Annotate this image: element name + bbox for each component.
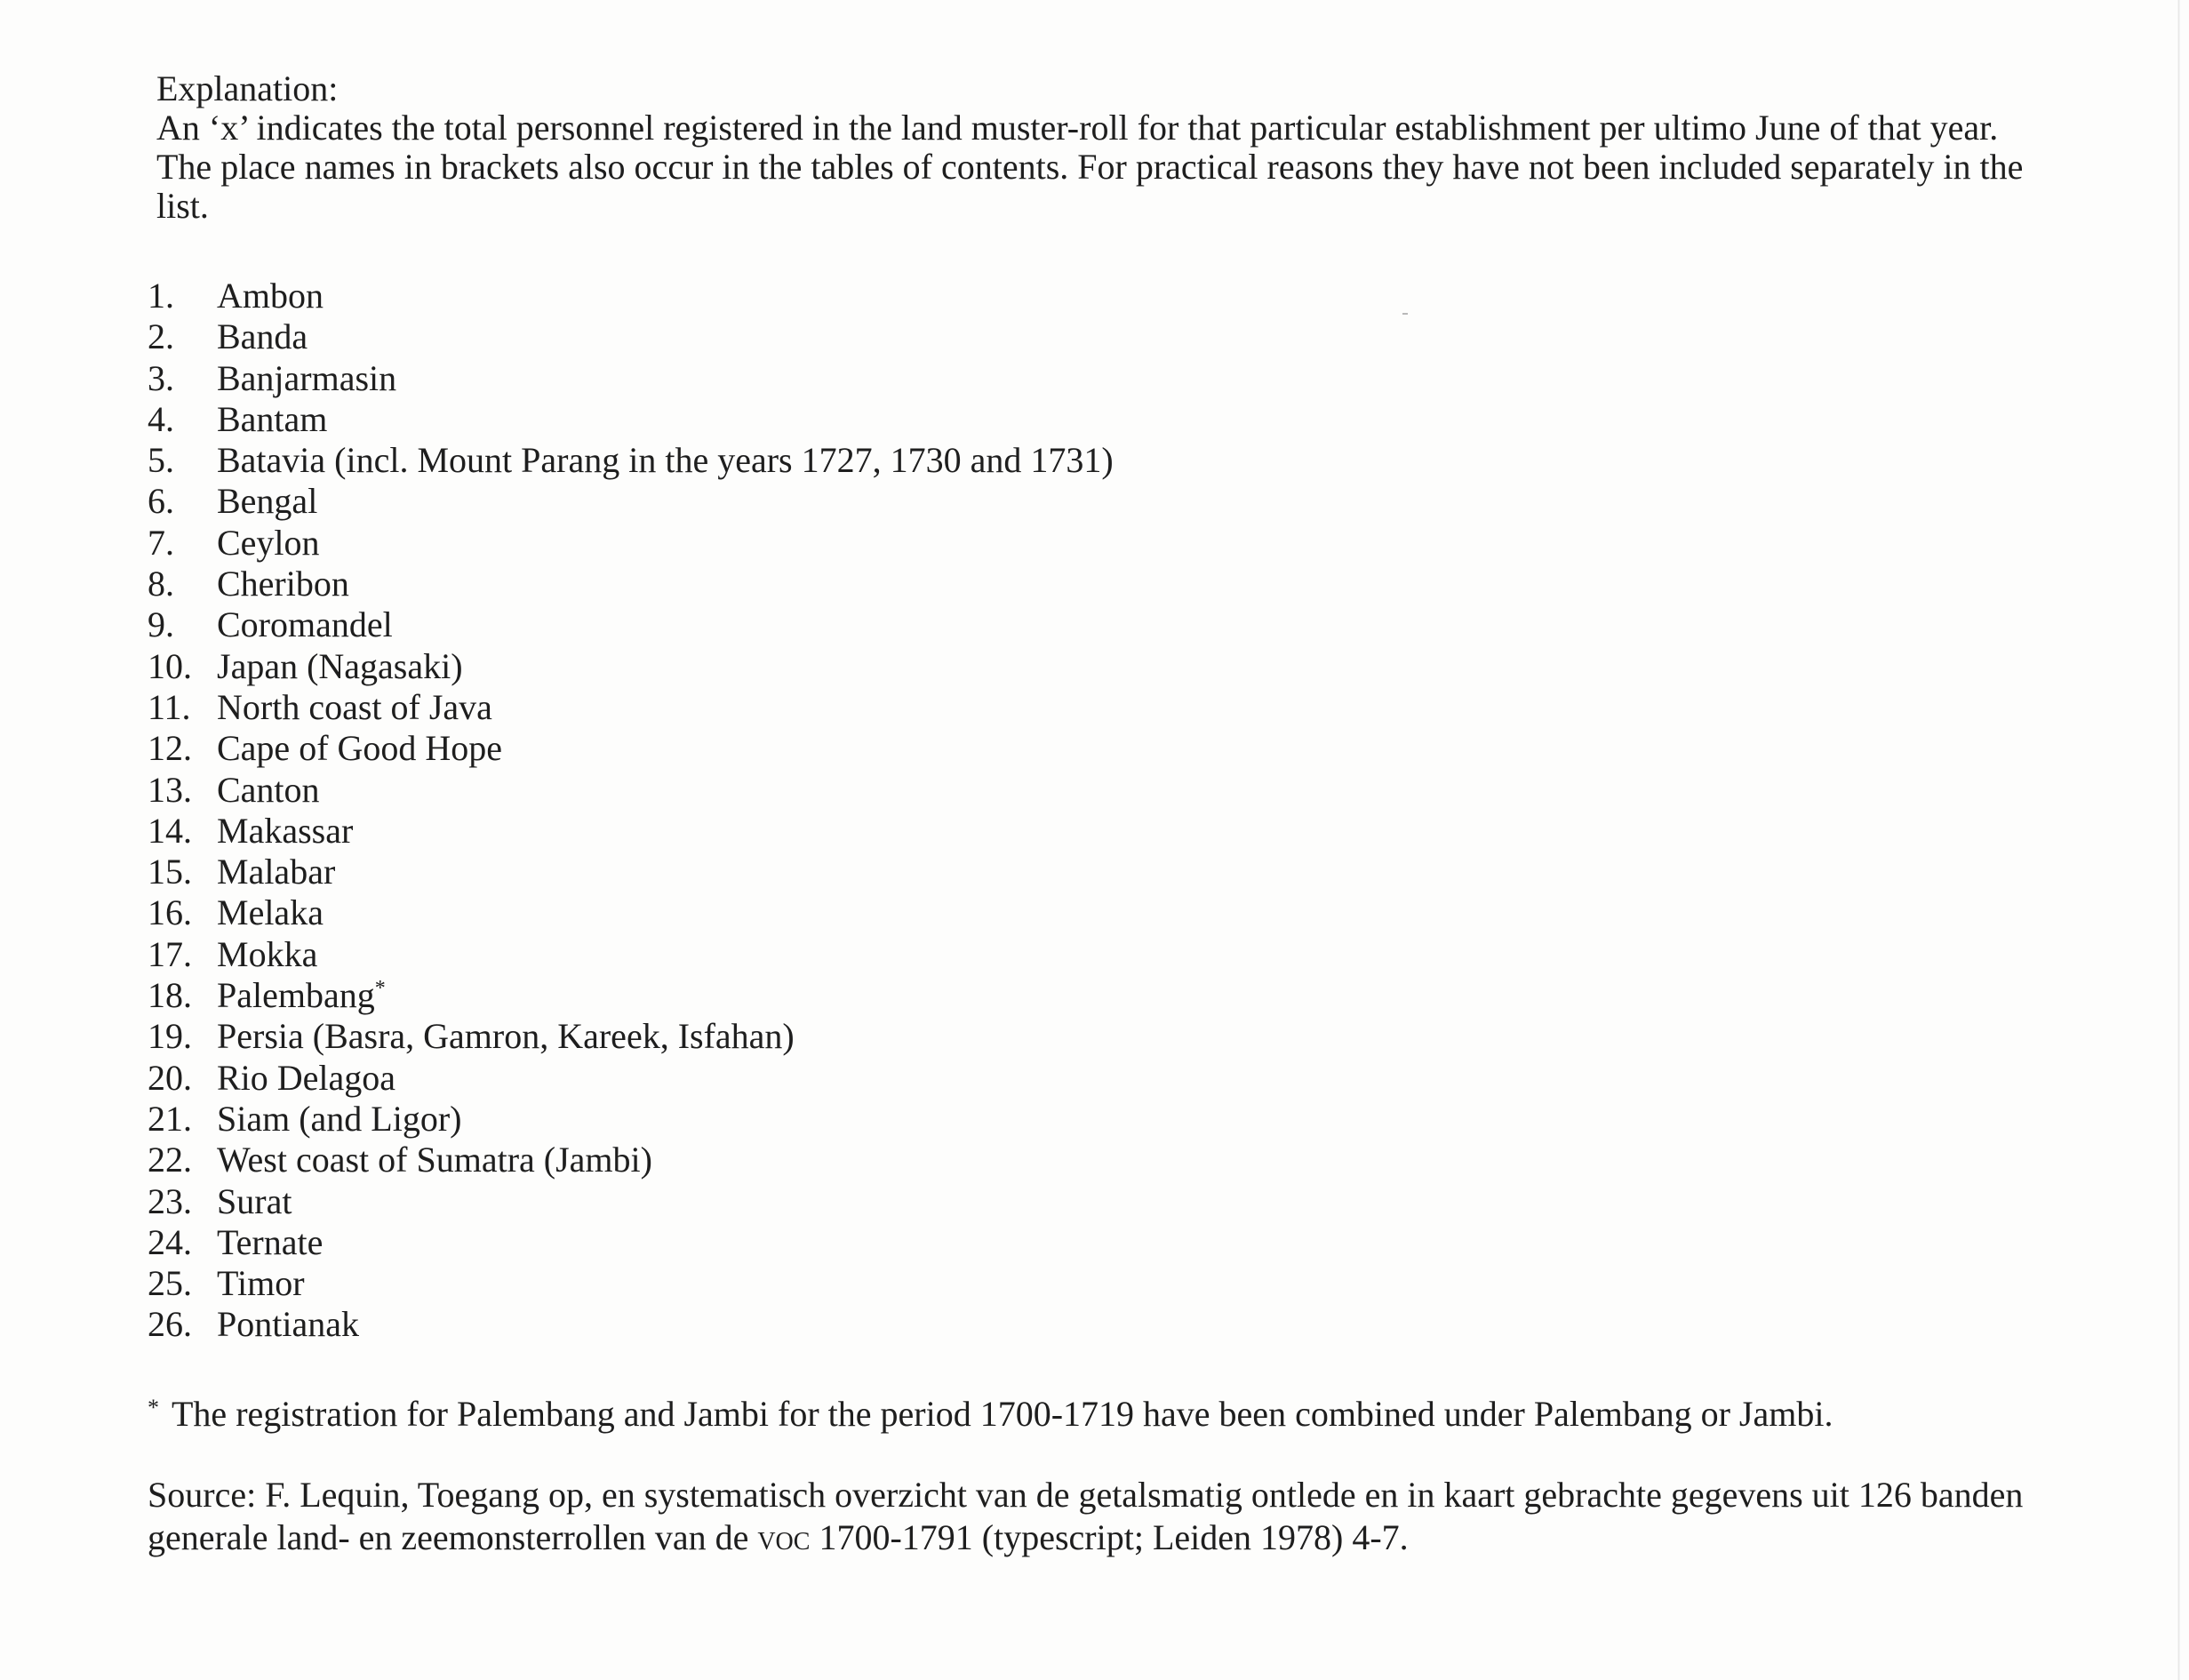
list-item [148, 481, 1114, 522]
source-text-end: 1700-1791 (typescript; Leiden 1978) 4-7. [810, 1517, 1409, 1557]
list-item [148, 852, 1114, 892]
item-number: 7. [148, 522, 174, 563]
explanation-block [156, 69, 2041, 226]
footnote-text: The registration for Palembang and Jambi for the period 1700-1719 have been combined under Palembang or Jambi. [172, 1394, 1833, 1434]
item-name: Bantam [217, 398, 328, 439]
list-item [148, 934, 1114, 975]
item-number: 9. [148, 604, 174, 645]
item-name: Coromandel [217, 604, 393, 645]
list-item [148, 1058, 1114, 1099]
item-number: 14. [148, 810, 192, 851]
item-number: 21. [148, 1098, 192, 1139]
item-number: 25. [148, 1263, 192, 1304]
item-number: 15. [148, 852, 192, 892]
list-item [148, 1099, 1114, 1140]
item-number: 17. [148, 933, 192, 974]
item-name: Surat [217, 1180, 292, 1221]
item-number: 19. [148, 1016, 192, 1057]
page-edge-shadow [2177, 0, 2180, 1680]
list-item [148, 316, 1114, 357]
item-name: Persia (Basra, Gamron, Kareek, Isfahan) [217, 1016, 795, 1057]
source-text-start: Source: F. Lequin, Toegang op, en systematisch overzicht van de getalsmatig ontlede en in kaart gebrachte gegevens uit 126 banden generale land- en zeemonsterrollen van de [148, 1475, 2024, 1557]
item-name: Rio Delagoa [217, 1057, 396, 1098]
item-name: Banda [217, 316, 308, 357]
item-name: Melaka [217, 892, 324, 933]
item-name: West coast of Sumatra (Jambi) [217, 1140, 652, 1180]
list-item [148, 1181, 1114, 1222]
item-name: Ternate [217, 1221, 324, 1262]
explanation-heading: Explanation: [156, 68, 339, 108]
source-abbreviation: voc [757, 1517, 811, 1557]
item-number: 18. [148, 975, 192, 1016]
item-name: Pontianak [217, 1304, 359, 1345]
list-item [148, 1222, 1114, 1263]
item-number: 5. [148, 440, 174, 481]
item-name: Cheribon [217, 564, 349, 604]
list-item [148, 604, 1114, 645]
item-number: 1. [148, 276, 174, 316]
item-number: 12. [148, 728, 192, 769]
paper-speck [1402, 313, 1408, 315]
item-number: 23. [148, 1180, 192, 1221]
establishment-list [148, 276, 1114, 1346]
list-item [148, 770, 1114, 811]
list-item [148, 399, 1114, 440]
item-name: Siam (and Ligor) [217, 1098, 462, 1139]
item-name-with-note [217, 975, 386, 1015]
item-name: Mokka [217, 933, 318, 974]
item-number: 16. [148, 892, 192, 933]
item-name: Makassar [217, 810, 354, 851]
item-number: 4. [148, 398, 174, 439]
list-item [148, 728, 1114, 769]
item-number: 11. [148, 686, 191, 727]
item-number: 20. [148, 1057, 192, 1098]
list-item [148, 523, 1114, 564]
item-name: Canton [217, 769, 320, 810]
item-name: Palembang [217, 975, 375, 1016]
item-number: 6. [148, 481, 174, 522]
item-name: Bengal [217, 481, 318, 522]
item-name: Ceylon [217, 522, 320, 563]
item-number: 24. [148, 1221, 192, 1262]
list-item [148, 1016, 1114, 1057]
item-number: 10. [148, 645, 192, 686]
footnote-reference: * [374, 977, 386, 1001]
item-name: Malabar [217, 852, 336, 892]
item-name: North coast of Java [217, 686, 492, 727]
item-name: Ambon [217, 276, 324, 316]
list-item [148, 440, 1114, 481]
item-name: Banjarmasin [217, 357, 397, 398]
list-item [148, 811, 1114, 852]
item-number: 26. [148, 1304, 192, 1345]
item-name: Batavia (incl. Mount Parang in the years 1727, 1730 and 1731) [217, 440, 1114, 481]
item-name: Cape of Good Hope [217, 728, 503, 769]
item-name: Japan (Nagasaki) [217, 645, 463, 686]
source-citation [148, 1474, 2085, 1559]
item-number: 22. [148, 1140, 192, 1180]
item-number: 2. [148, 316, 174, 357]
item-number: 3. [148, 357, 174, 398]
list-item [148, 276, 1114, 316]
list-item [148, 975, 1114, 1016]
list-item [148, 358, 1114, 399]
list-item [148, 1263, 1114, 1304]
item-name: Timor [217, 1263, 305, 1304]
footnote [148, 1388, 1833, 1434]
item-number: 13. [148, 769, 192, 810]
list-item [148, 687, 1114, 728]
list-item [148, 1140, 1114, 1180]
list-item [148, 1304, 1114, 1345]
footnote-marker: * [148, 1395, 159, 1420]
item-number: 8. [148, 564, 174, 604]
list-item [148, 892, 1114, 933]
explanation-text: An ‘x’ indicates the total personnel registered in the land muster-roll for that particular establishment per ultimo June of that year. The place names in brackets also occur in the tables of contents. For practical reasons they have not been included separately in the list. [156, 108, 2024, 226]
list-item [148, 564, 1114, 604]
list-item [148, 646, 1114, 687]
